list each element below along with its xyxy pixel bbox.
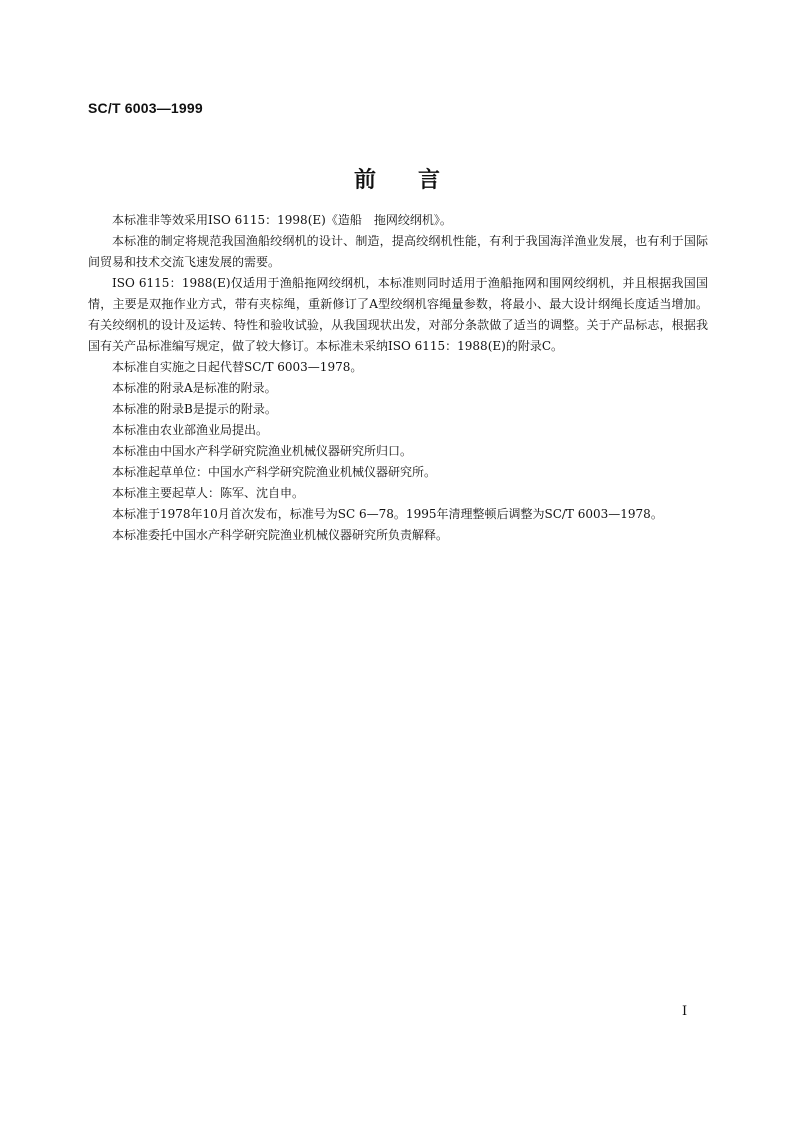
foreword-body: [88, 210, 708, 546]
page-title: [0, 163, 794, 194]
paragraph-drafting-unit: 本标准起草单位：中国水产科学研究院渔业机械仪器研究所。: [112, 465, 437, 479]
standard-code-header: SC/T 6003—1999: [88, 100, 203, 116]
paragraph-history: 本标准于1978年10月首次发布，标准号为SC 6—78。1995年清理整顿后调整为SC/T 6003—1978。: [112, 507, 663, 521]
paragraph-replacement: 本标准自实施之日起代替SC/T 6003—1978。: [112, 360, 363, 374]
page-number: I: [682, 1004, 688, 1019]
paragraph-interpretation: 本标准委托中国水产科学研究院渔业机械仪器研究所负责解释。: [112, 528, 449, 542]
title-char-2: 言: [418, 168, 441, 193]
paragraph-purpose: 本标准的制定将规范我国渔船绞纲机的设计、制造，提高绞纲机性能，有利于我国海洋渔业发展，也有利于国际间贸易和技术交流飞速发展的需要。: [88, 234, 708, 269]
paragraph-adoption: 本标准非等效采用ISO 6115：1998(E)《造船 拖网绞纲机》。: [112, 213, 452, 227]
paragraph-annex-b: 本标准的附录B是提示的附录。: [112, 402, 277, 416]
paragraph-scope-differences: ISO 6115：1988(E)仅适用于渔船拖网绞纲机，本标准则同时适用于渔船拖网和围网绞纲机，并且根据我国国情，主要是双拖作业方式，带有夹棕绳，重新修订了A型绞纲机容绳量参数，将最小、最大设计纲绳长度适当增加。有关绞纲机的设计及运转、特性和验收试验，从我国现状出发，对部分条款做了适当的调整。关于产品标志，根据我国有关产品标准编写规定，做了较大修订。本标准未采纳ISO 6115：1988(E)的附录C。: [88, 276, 708, 353]
paragraph-drafters: 本标准主要起草人：陈军、沈自申。: [112, 486, 305, 500]
paragraph-responsible: 本标准由中国水产科学研究院渔业机械仪器研究所归口。: [112, 444, 413, 458]
paragraph-proposer: 本标准由农业部渔业局提出。: [112, 423, 269, 437]
title-char-1: 前: [353, 168, 376, 193]
paragraph-annex-a: 本标准的附录A是标准的附录。: [112, 381, 277, 395]
